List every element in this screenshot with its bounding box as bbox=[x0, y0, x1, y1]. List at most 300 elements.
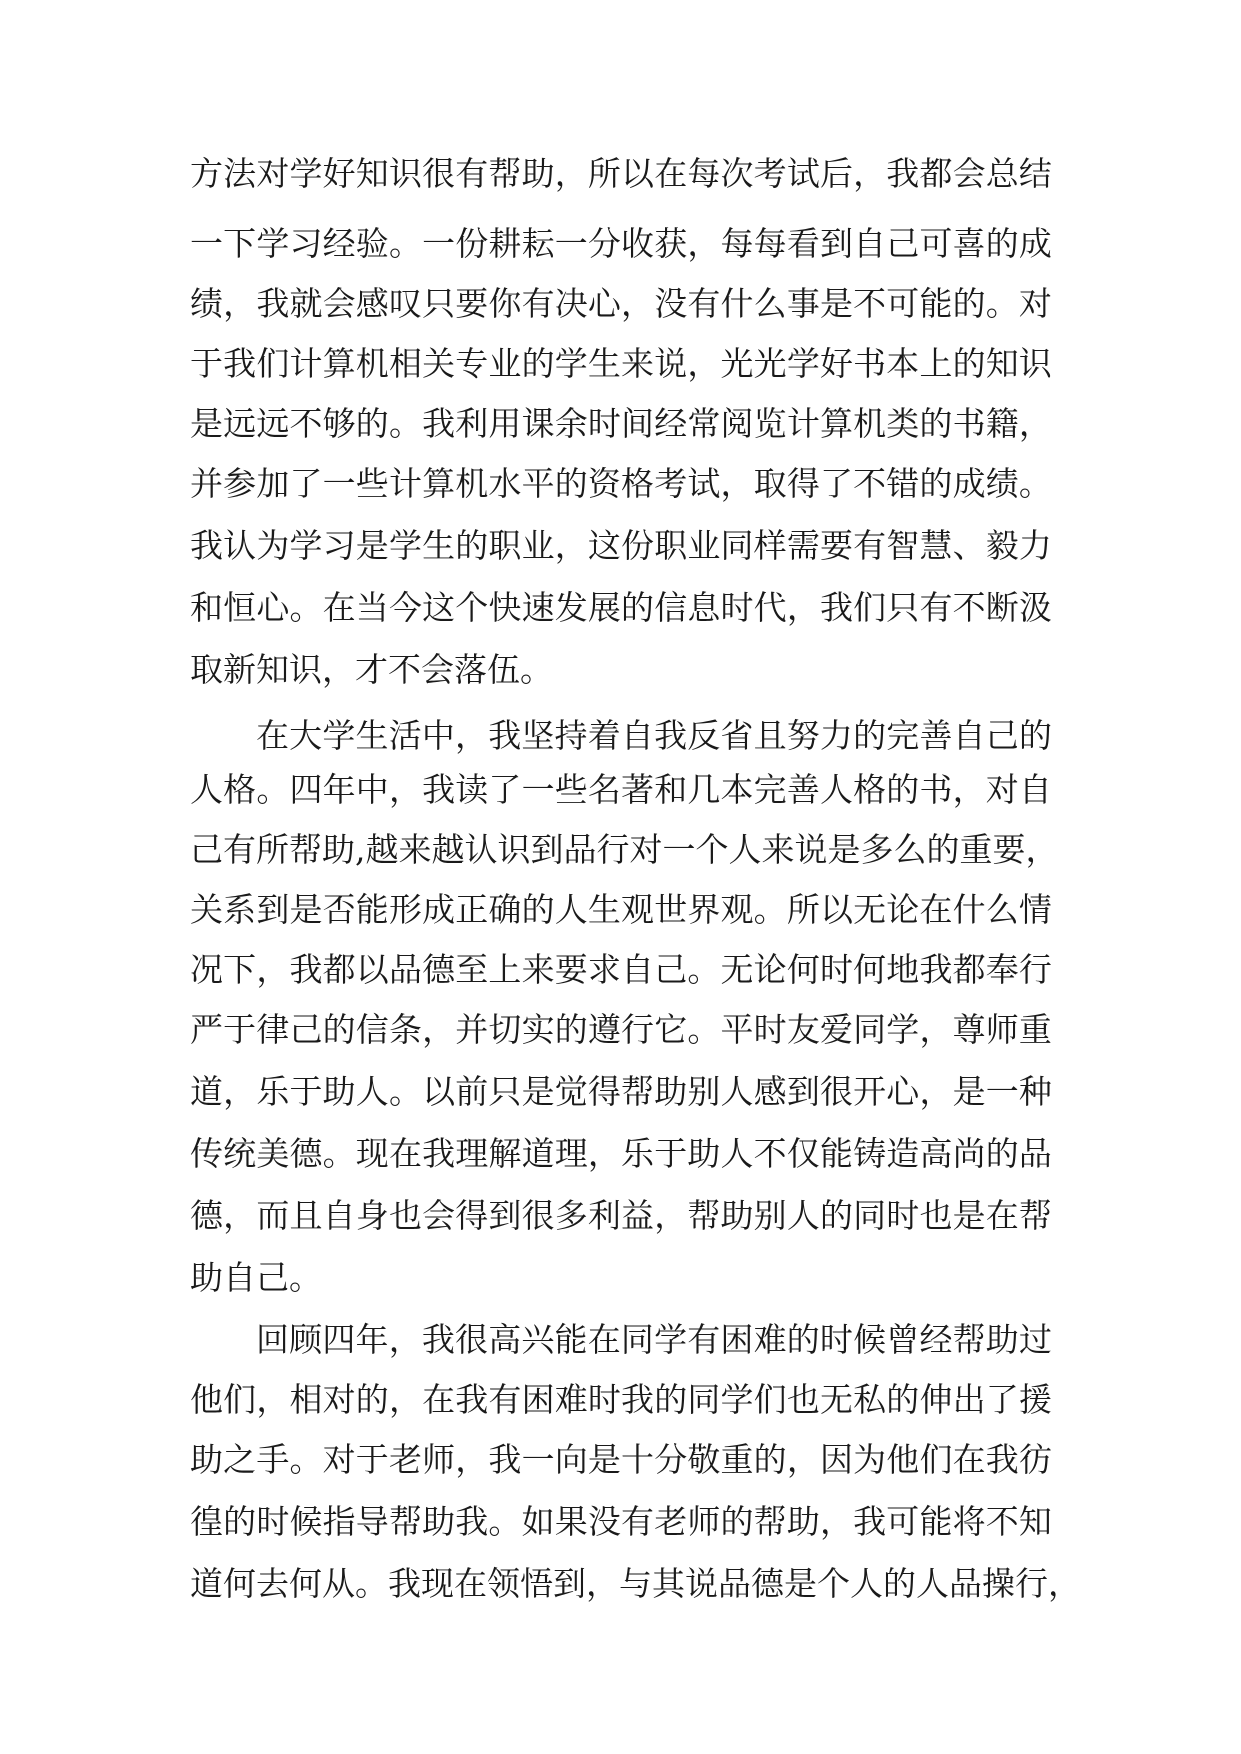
text-glyph: 铸 bbox=[853, 1134, 887, 1173]
text-glyph: 只 bbox=[886, 588, 920, 627]
text-glyph: 平 bbox=[521, 464, 555, 503]
text-glyph: 师 bbox=[422, 1440, 456, 1479]
text-glyph: 经 bbox=[654, 404, 688, 443]
text-glyph: 自 bbox=[1018, 770, 1052, 809]
text-glyph: 么 bbox=[985, 890, 1019, 929]
text-glyph: 个 bbox=[695, 830, 729, 869]
text-glyph: 我 bbox=[919, 950, 953, 989]
text-glyph: 其 bbox=[652, 1564, 685, 1603]
text-glyph: 学 bbox=[554, 344, 588, 383]
text-glyph: 说 bbox=[685, 1564, 718, 1603]
text-glyph: 都 bbox=[952, 950, 986, 989]
text-line bbox=[190, 880, 1052, 940]
text-glyph: 私 bbox=[853, 1380, 887, 1419]
text-glyph: 结 bbox=[1018, 154, 1052, 193]
text-glyph: 的 bbox=[355, 404, 389, 443]
text-glyph: 只 bbox=[488, 1072, 522, 1111]
text-glyph: 有 bbox=[687, 284, 721, 323]
text-glyph: 的 bbox=[521, 344, 555, 383]
text-glyph: 名 bbox=[587, 770, 621, 809]
text-glyph: 所 bbox=[256, 830, 289, 869]
text-glyph: 道 bbox=[190, 1072, 223, 1111]
text-glyph: 展 bbox=[587, 588, 621, 627]
text-glyph: ， bbox=[1025, 830, 1059, 869]
text-glyph: 同 bbox=[687, 1380, 721, 1419]
text-glyph: 们 bbox=[753, 1380, 787, 1419]
text-glyph: 识 bbox=[1018, 344, 1052, 383]
text-glyph: 生 bbox=[422, 526, 456, 565]
text-glyph: 的 bbox=[886, 1380, 920, 1419]
text-glyph: 机 bbox=[853, 404, 887, 443]
text-glyph: 着 bbox=[587, 716, 621, 755]
text-glyph: 困 bbox=[521, 1380, 555, 1419]
text-glyph: 时 bbox=[819, 1320, 853, 1359]
text-glyph: 和 bbox=[190, 588, 223, 627]
text-glyph: 己 bbox=[289, 1010, 323, 1049]
text-glyph: 理 bbox=[554, 1134, 588, 1173]
text-glyph: 切 bbox=[488, 1010, 522, 1049]
text-glyph: 了 bbox=[985, 1380, 1019, 1419]
text-glyph: ， bbox=[256, 950, 290, 989]
text-glyph: 阅 bbox=[720, 404, 754, 443]
text-glyph: 绩 bbox=[190, 284, 223, 323]
text-glyph: 对 bbox=[629, 830, 663, 869]
text-glyph: ， bbox=[687, 344, 721, 383]
text-glyph: 的 bbox=[883, 1564, 916, 1603]
text-glyph: 敬 bbox=[687, 1440, 721, 1479]
text-glyph: 每 bbox=[687, 154, 721, 193]
text-line bbox=[190, 454, 1052, 514]
text-glyph: 能 bbox=[819, 1134, 853, 1173]
text-glyph: 之 bbox=[223, 1440, 257, 1479]
text-glyph: 考 bbox=[654, 464, 688, 503]
text-glyph: 的 bbox=[223, 1502, 257, 1541]
text-glyph: 汲 bbox=[1018, 588, 1052, 627]
text-glyph: 业 bbox=[488, 344, 522, 383]
text-glyph: 在 bbox=[654, 154, 688, 193]
text-glyph: 成 bbox=[422, 890, 456, 929]
text-glyph: 一 bbox=[662, 830, 696, 869]
text-glyph: 越 bbox=[365, 830, 399, 869]
text-glyph: 能 bbox=[919, 1502, 953, 1541]
text-glyph: 的 bbox=[1018, 716, 1052, 755]
text-glyph: ， bbox=[952, 770, 986, 809]
text-glyph: 你 bbox=[488, 284, 522, 323]
text-glyph: 机 bbox=[455, 464, 489, 503]
text-glyph: 与 bbox=[619, 1564, 652, 1603]
text-glyph: 并 bbox=[455, 1010, 489, 1049]
text-glyph: 同 bbox=[620, 1320, 654, 1359]
text-glyph: 生 bbox=[587, 890, 621, 929]
text-glyph: 现 bbox=[421, 1564, 454, 1603]
text-glyph: 有 bbox=[455, 154, 489, 193]
text-glyph: 是 bbox=[952, 1072, 986, 1111]
text-glyph: ， bbox=[223, 1072, 257, 1111]
text-glyph: 人 bbox=[819, 770, 853, 809]
text-glyph: 行 bbox=[621, 1010, 655, 1049]
text-glyph: 些 bbox=[355, 464, 389, 503]
text-glyph: 善 bbox=[786, 770, 820, 809]
text-glyph: 识 bbox=[497, 830, 531, 869]
text-glyph: 我 bbox=[190, 526, 223, 565]
text-glyph: 到 bbox=[256, 890, 290, 929]
text-glyph: 助 bbox=[720, 1196, 754, 1235]
text-glyph: 高 bbox=[919, 1134, 953, 1173]
text-glyph: 何 bbox=[853, 950, 887, 989]
text-glyph: 觉 bbox=[554, 1072, 588, 1111]
text-glyph: 。 bbox=[322, 1134, 356, 1173]
text-glyph: 的 bbox=[985, 224, 1019, 263]
text-glyph: 学 bbox=[654, 1320, 688, 1359]
text-glyph: 操 bbox=[982, 1564, 1015, 1603]
text-glyph: 生 bbox=[587, 344, 621, 383]
text-glyph: 己 bbox=[190, 830, 223, 869]
text-glyph: 经 bbox=[322, 224, 356, 263]
text-glyph: 的 bbox=[919, 404, 953, 443]
text-glyph: 好 bbox=[322, 154, 356, 193]
text-glyph: 个 bbox=[455, 588, 489, 627]
text-glyph: 有 bbox=[687, 1320, 721, 1359]
text-glyph: 徨 bbox=[190, 1502, 223, 1541]
text-glyph: 于 bbox=[654, 1134, 688, 1173]
text-glyph: ， bbox=[388, 1320, 422, 1359]
text-glyph: 德 bbox=[190, 1196, 223, 1235]
text-glyph: 人 bbox=[190, 770, 223, 809]
text-glyph: 品 bbox=[718, 1564, 751, 1603]
text-glyph: 。 bbox=[256, 770, 290, 809]
text-glyph: 会 bbox=[422, 1196, 456, 1235]
text-glyph: 的 bbox=[926, 830, 960, 869]
text-glyph: 没 bbox=[654, 284, 688, 323]
text-line bbox=[190, 820, 1059, 880]
text-glyph: 于 bbox=[190, 344, 223, 383]
text-glyph: 援 bbox=[1018, 1380, 1052, 1419]
text-glyph: 每 bbox=[753, 224, 787, 263]
text-glyph: 己 bbox=[654, 950, 688, 989]
text-glyph: 的 bbox=[952, 284, 986, 323]
text-glyph: ， bbox=[621, 284, 655, 323]
text-glyph: 远 bbox=[256, 404, 290, 443]
text-glyph: 得 bbox=[455, 1196, 489, 1235]
text-glyph: 课 bbox=[521, 404, 555, 443]
text-glyph: 间 bbox=[621, 404, 655, 443]
text-glyph: 试 bbox=[687, 464, 721, 503]
text-glyph: 方 bbox=[190, 154, 223, 193]
text-glyph: 且 bbox=[289, 1196, 323, 1235]
text-glyph: 而 bbox=[256, 1196, 290, 1235]
text-glyph: 要 bbox=[455, 284, 489, 323]
text-glyph: 来 bbox=[761, 830, 795, 869]
text-glyph: 何 bbox=[786, 950, 820, 989]
text-glyph: 在 bbox=[985, 1196, 1019, 1235]
text-glyph: 著 bbox=[621, 770, 655, 809]
text-line bbox=[190, 1124, 1052, 1184]
text-glyph: 心 bbox=[587, 284, 621, 323]
text-glyph: 论 bbox=[886, 890, 920, 929]
text-glyph: 向 bbox=[554, 1440, 588, 1479]
text-glyph: 关 bbox=[190, 890, 223, 929]
text-glyph: 助 bbox=[985, 1320, 1019, 1359]
text-glyph: 候 bbox=[853, 1320, 887, 1359]
text-glyph: 分 bbox=[654, 1440, 688, 1479]
text-glyph: 的 bbox=[786, 1320, 820, 1359]
text-glyph: ， bbox=[1018, 404, 1052, 443]
text-glyph: 息 bbox=[687, 588, 721, 627]
text-glyph: 伸 bbox=[919, 1380, 953, 1419]
text-glyph: 在 bbox=[587, 1320, 621, 1359]
text-glyph: 本 bbox=[886, 344, 920, 383]
text-glyph: 么 bbox=[893, 830, 927, 869]
text-glyph: 师 bbox=[985, 1010, 1019, 1049]
text-glyph: 的 bbox=[521, 890, 555, 929]
text-glyph: 览 bbox=[753, 404, 787, 443]
text-glyph: 知 bbox=[355, 154, 389, 193]
text-glyph: 我 bbox=[223, 344, 257, 383]
text-glyph: 要 bbox=[554, 950, 588, 989]
text-glyph: 格 bbox=[621, 464, 655, 503]
text-glyph: 可 bbox=[919, 224, 953, 263]
text-glyph: 能 bbox=[919, 284, 953, 323]
text-glyph: 我 bbox=[621, 1380, 655, 1419]
text-glyph: 人 bbox=[355, 1072, 389, 1111]
text-glyph: 我 bbox=[455, 1380, 489, 1419]
text-glyph: 一 bbox=[190, 224, 223, 263]
text-glyph: 有 bbox=[853, 526, 887, 565]
text-glyph: 有 bbox=[919, 588, 953, 627]
text-glyph: 到 bbox=[530, 830, 564, 869]
text-glyph: 曾 bbox=[886, 1320, 920, 1359]
text-glyph: 尚 bbox=[952, 1134, 986, 1173]
text-glyph: 都 bbox=[919, 154, 953, 193]
text-glyph: 发 bbox=[554, 588, 588, 627]
text-glyph: 系 bbox=[223, 890, 257, 929]
text-glyph: 份 bbox=[621, 526, 655, 565]
text-glyph: 完 bbox=[886, 716, 920, 755]
text-glyph: 分 bbox=[587, 224, 621, 263]
text-glyph: 益 bbox=[621, 1196, 655, 1235]
text-glyph: 、 bbox=[952, 526, 986, 565]
text-glyph: 。 bbox=[388, 404, 422, 443]
text-glyph: 识 bbox=[388, 154, 422, 193]
text-glyph: 认 bbox=[223, 526, 257, 565]
text-glyph: 的 bbox=[886, 770, 920, 809]
text-glyph: 行 bbox=[596, 830, 630, 869]
text-glyph: 我 bbox=[853, 1502, 887, 1541]
text-line bbox=[190, 334, 1052, 394]
text-glyph: 实 bbox=[521, 1010, 555, 1049]
text-glyph: 些 bbox=[554, 770, 588, 809]
text-glyph: 何 bbox=[289, 1564, 322, 1603]
text-line bbox=[190, 1430, 1052, 1490]
text-glyph: ， bbox=[786, 588, 820, 627]
text-glyph: 以 bbox=[819, 890, 853, 929]
text-glyph: 候 bbox=[289, 1502, 323, 1541]
text-glyph: 感 bbox=[753, 1072, 787, 1111]
text-glyph: 利 bbox=[587, 1196, 621, 1235]
text-glyph: ， bbox=[786, 1440, 820, 1479]
text-glyph: 乐 bbox=[621, 1134, 655, 1173]
text-glyph: 得 bbox=[786, 464, 820, 503]
text-glyph: 帮 bbox=[952, 1320, 986, 1359]
text-glyph: 绩 bbox=[985, 464, 1019, 503]
text-glyph: 无 bbox=[720, 950, 754, 989]
text-glyph: 书 bbox=[952, 404, 986, 443]
text-glyph: 时 bbox=[753, 1010, 787, 1049]
text-glyph: 专 bbox=[455, 344, 489, 383]
text-glyph: 一 bbox=[521, 770, 555, 809]
text-glyph: 。 bbox=[388, 224, 422, 263]
text-glyph: 信 bbox=[355, 1010, 389, 1049]
text-glyph: 道 bbox=[521, 1134, 555, 1173]
text-glyph: 业 bbox=[521, 526, 555, 565]
text-glyph: 和 bbox=[654, 770, 688, 809]
text-glyph: 情 bbox=[1018, 890, 1052, 929]
text-glyph: 年 bbox=[355, 1320, 389, 1359]
text-glyph: 事 bbox=[786, 284, 820, 323]
text-glyph: 别 bbox=[753, 1196, 787, 1235]
text-glyph: 耕 bbox=[488, 224, 522, 263]
text-glyph: 光 bbox=[753, 344, 787, 383]
text-glyph: 手 bbox=[256, 1440, 290, 1479]
text-glyph: 也 bbox=[786, 1380, 820, 1419]
text-glyph: 对 bbox=[985, 770, 1019, 809]
text-glyph: 都 bbox=[322, 950, 356, 989]
text-glyph: 也 bbox=[919, 1196, 953, 1235]
text-glyph: 职 bbox=[654, 526, 688, 565]
text-glyph: 难 bbox=[753, 1320, 787, 1359]
text-glyph: 行 bbox=[1018, 950, 1052, 989]
text-glyph: 到 bbox=[553, 1564, 586, 1603]
text-glyph: 加 bbox=[256, 464, 290, 503]
text-glyph: ， bbox=[455, 1440, 489, 1479]
text-glyph: 是 bbox=[521, 1072, 555, 1111]
text-glyph: 会 bbox=[322, 284, 356, 323]
text-glyph: 于 bbox=[223, 1010, 257, 1049]
text-glyph: 去 bbox=[256, 1564, 289, 1603]
text-glyph: 。 bbox=[1018, 464, 1052, 503]
text-glyph: 毅 bbox=[985, 526, 1019, 565]
text-glyph: 什 bbox=[720, 284, 754, 323]
text-glyph: ， bbox=[919, 1010, 953, 1049]
text-glyph: 。 bbox=[488, 1502, 522, 1541]
text-glyph: 人 bbox=[554, 890, 588, 929]
text-glyph: 本 bbox=[720, 770, 754, 809]
text-glyph: 总 bbox=[985, 154, 1019, 193]
text-glyph: 自 bbox=[621, 950, 655, 989]
text-glyph: 的 bbox=[355, 1380, 389, 1419]
text-glyph: 种 bbox=[1018, 1072, 1052, 1111]
text-line bbox=[190, 144, 1052, 204]
text-glyph: 没 bbox=[587, 1502, 621, 1541]
text-glyph: 个 bbox=[817, 1564, 850, 1603]
text-glyph: 造 bbox=[886, 1134, 920, 1173]
text-glyph: 形 bbox=[388, 890, 422, 929]
text-glyph: 决 bbox=[554, 284, 588, 323]
text-glyph: 我 bbox=[488, 716, 522, 755]
text-glyph: 资 bbox=[587, 464, 621, 503]
text-glyph: 来 bbox=[398, 830, 432, 869]
text-glyph: 算 bbox=[422, 464, 456, 503]
text-glyph: ， bbox=[687, 224, 721, 263]
text-glyph: 善 bbox=[919, 716, 953, 755]
text-glyph: 品 bbox=[949, 1564, 982, 1603]
text-glyph: 奉 bbox=[985, 950, 1019, 989]
text-glyph: 自 bbox=[853, 224, 887, 263]
text-glyph: 今 bbox=[388, 588, 422, 627]
text-glyph: 相 bbox=[388, 344, 422, 383]
text-glyph: 坚 bbox=[521, 716, 555, 755]
text-glyph: 这 bbox=[587, 526, 621, 565]
text-glyph: 一 bbox=[322, 464, 356, 503]
text-glyph: 确 bbox=[488, 890, 522, 929]
text-glyph: 参 bbox=[223, 464, 257, 503]
text-glyph: 我 bbox=[388, 1564, 421, 1603]
text-glyph: 尊 bbox=[952, 1010, 986, 1049]
text-glyph: 不 bbox=[853, 464, 887, 503]
text-glyph: 心 bbox=[256, 588, 290, 627]
text-glyph: 一 bbox=[554, 224, 588, 263]
text-glyph: 每 bbox=[720, 224, 754, 263]
text-glyph: 行 bbox=[1015, 1564, 1048, 1603]
text-glyph: 。 bbox=[355, 1564, 388, 1603]
text-glyph: 么 bbox=[753, 284, 787, 323]
text-glyph: 老 bbox=[654, 1502, 688, 1541]
text-glyph: 在 bbox=[454, 1564, 487, 1603]
text-glyph: 计 bbox=[289, 344, 323, 383]
text-glyph: 界 bbox=[687, 890, 721, 929]
text-glyph: 说 bbox=[654, 344, 688, 383]
text-glyph: 用 bbox=[488, 404, 522, 443]
text-glyph: 一 bbox=[422, 224, 456, 263]
text-glyph: 时 bbox=[819, 950, 853, 989]
text-glyph: 份 bbox=[455, 224, 489, 263]
text-glyph: 乐 bbox=[256, 1072, 290, 1111]
text-glyph: 助 bbox=[786, 1502, 820, 1541]
text-glyph: 仅 bbox=[786, 1134, 820, 1173]
text-glyph: 们 bbox=[223, 1380, 257, 1419]
text-glyph: 会 bbox=[952, 154, 986, 193]
text-line: 助自己。 bbox=[190, 1258, 322, 1297]
text-glyph: 老 bbox=[388, 1440, 422, 1479]
text-line bbox=[190, 274, 1052, 334]
text-line bbox=[190, 578, 1052, 638]
text-glyph: 的 bbox=[654, 1380, 688, 1419]
text-glyph: 无 bbox=[819, 1380, 853, 1419]
text-glyph: 帮 bbox=[388, 1502, 422, 1541]
text-glyph: 师 bbox=[687, 1502, 721, 1541]
text-glyph: 下 bbox=[223, 224, 257, 263]
text-glyph: 好 bbox=[819, 344, 853, 383]
text-glyph: ， bbox=[223, 284, 257, 323]
text-glyph: ， bbox=[586, 1564, 619, 1603]
text-glyph: 。 bbox=[388, 1072, 422, 1111]
text-glyph: 德 bbox=[289, 1134, 323, 1173]
text-glyph: 书 bbox=[853, 344, 887, 383]
text-glyph: 考 bbox=[753, 154, 787, 193]
text-glyph: 到 bbox=[819, 224, 853, 263]
text-glyph: 观 bbox=[720, 890, 754, 929]
text-glyph: ， bbox=[223, 1196, 257, 1235]
text-glyph: , bbox=[355, 830, 366, 869]
text-line bbox=[190, 760, 1052, 820]
text-glyph: 难 bbox=[554, 1380, 588, 1419]
text-glyph: 。 bbox=[289, 1440, 323, 1479]
text-glyph: 如 bbox=[521, 1502, 555, 1541]
text-glyph: 重 bbox=[720, 1440, 754, 1479]
text-glyph: 的 bbox=[720, 1502, 754, 1541]
text-glyph: 帮 bbox=[621, 1072, 655, 1111]
text-glyph: 多 bbox=[860, 830, 894, 869]
